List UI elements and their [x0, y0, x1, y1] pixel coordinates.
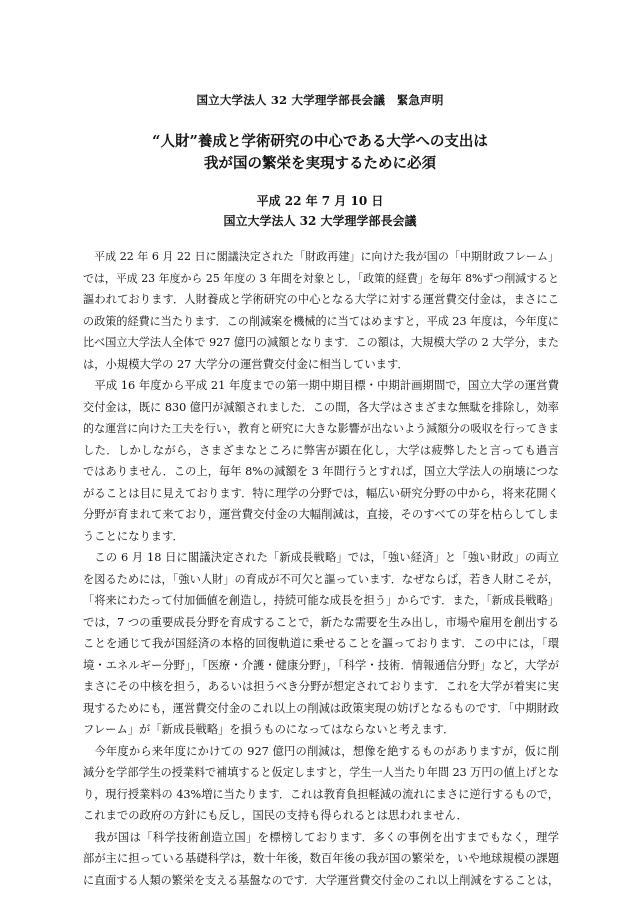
body-line: この 6 月 18 日に閣議決定された「新成長戦略」では，「強い経済」と「強い財政」の両立 — [83, 551, 559, 564]
body-line: 謳われております．人財養成と学術研究の中心となる大学に対する運営費交付金は，まさにこ — [83, 293, 559, 306]
body-line: 比べ国立大学法人全体で 927 億円の減額となります．この額は，大規模大学の 2 大学分，また — [83, 336, 559, 349]
body-line: 我が国は「科学技術創造立国」を標榜しております．多くの事例を出すまでもなく，理学 — [83, 830, 559, 844]
body-line: に直面する人類の繁栄を支える基盤なのです．大学運営費交付金のこれ以上削減をすることは， — [83, 873, 560, 887]
body-line: 平成 22 年 6 月 22 日に閣議決定された「財政再建」に向けた我が国の「中期財政フレーム」 — [83, 250, 559, 263]
body-line: を図るためには，「強い人財」の育成が不可欠と謳っています．なぜならば，若き人財こそが， — [83, 572, 559, 586]
body-line: 交付金は，既に 830 億円が減額されました．この間，各大学はさまざまな無駄を排除し，効率 — [83, 400, 559, 414]
statement-label: 国立大学法人 32 大学理学部長会議 緊急声明 — [196, 93, 444, 107]
body-line: 現するためにも，運営費交付金のこれ以上の削減は政策実現の妨げとなるものです．「中期財政 — [83, 701, 559, 715]
body-line: の政策的経費に当たります．この削減案を機械的に当てはめますと，平成 23 年度は，今年度に — [83, 314, 559, 328]
statement-body — [83, 246, 559, 891]
document-title-line-1: “人財”養成と学術研究の中心である大学への支出は — [152, 133, 488, 150]
document-date: 平成 22 年 7 月 10 日 — [256, 194, 384, 208]
body-line: 今年度から来年度にかけての 927 億円の削減は，想像を絶するものがありますが，仮に削 — [83, 744, 559, 758]
body-line: これまでの政府の方針にも反し，国民の支持も得られるとは思われません． — [83, 809, 468, 822]
body-line: うことになります． — [83, 529, 184, 543]
body-line: 境・エネルギー分野」，「医療・介護・健康分野」，「科学・技術．情報通信分野」など，大学が — [83, 658, 559, 672]
body-line: は，小規模大学の 27 大学分の運営費交付金に相当しています． — [83, 357, 409, 371]
body-line: 平成 16 年度から平成 21 年度までの第一期中期目標・中期計画期間で，国立大学の運営費 — [83, 379, 559, 392]
body-line: り，現行授業料の 43%増に当たります．これは教育負担軽減の流れにまさに逆行するもので， — [83, 787, 559, 801]
document-title-line-2: 我が国の繁栄を実現するために必須 — [204, 155, 436, 172]
body-line: では，7 つの重要成長分野を育成することで，新たな需要を生み出し，市場や雇用を創出する — [83, 615, 559, 629]
body-line: ことを通じて我が国経済の本格的回復軌道に乗せることを謳っております．この中には，「環 — [83, 637, 559, 650]
body-line: 減分を学部学生の授業料で補填すると仮定しますと，学生一人当たり年間 23 万円の値上げとな — [83, 766, 560, 779]
body-line: 分野が育まれて来ており，運営費交付金の大幅削減は，直接，そのすべての芽を枯らしてしま — [83, 508, 559, 521]
body-line: 「将来にわたって付加価値を創造し，持続可能な成長を担う」からです．また，「新成長戦略」 — [83, 594, 559, 607]
issuing-organization: 国立大学法人 32 大学理学部長会議 — [223, 214, 417, 228]
body-line: まさにその中核を担う，あるいは担うべき分野が想定されております．これを大学が着実に実 — [83, 680, 559, 693]
body-line: 部が主に担っている基礎科学は，数十年後，数百年後の我が国の繁栄を，いや地球規模の課題 — [83, 852, 559, 865]
body-line: がることは目に見えております．特に理学の分野では，幅広い研究分野の中から，将来花開く — [83, 486, 559, 500]
body-line: した．しかしながら，さまざまなところに弊害が顕在化し，大学は疲弊したと言っても過言 — [83, 443, 559, 457]
body-line: フレーム」が「新成長戦略」を損うものになってはならないと考えます． — [83, 723, 455, 736]
body-line: では，平成 23 年度から 25 年度の 3 年間を対象とし，「政策的経費」を毎年 8%ずつ削減すると — [83, 271, 559, 285]
body-line: 的な運営に向けた工夫を行い，教育と研究に大きな影響が出ないよう減額分の吸収を行ってきま — [83, 422, 559, 435]
body-line: ではありません．この上，毎年 8%の減額を 3 年間行うとすれば，国立大学法人の崩壊につな — [83, 465, 559, 478]
